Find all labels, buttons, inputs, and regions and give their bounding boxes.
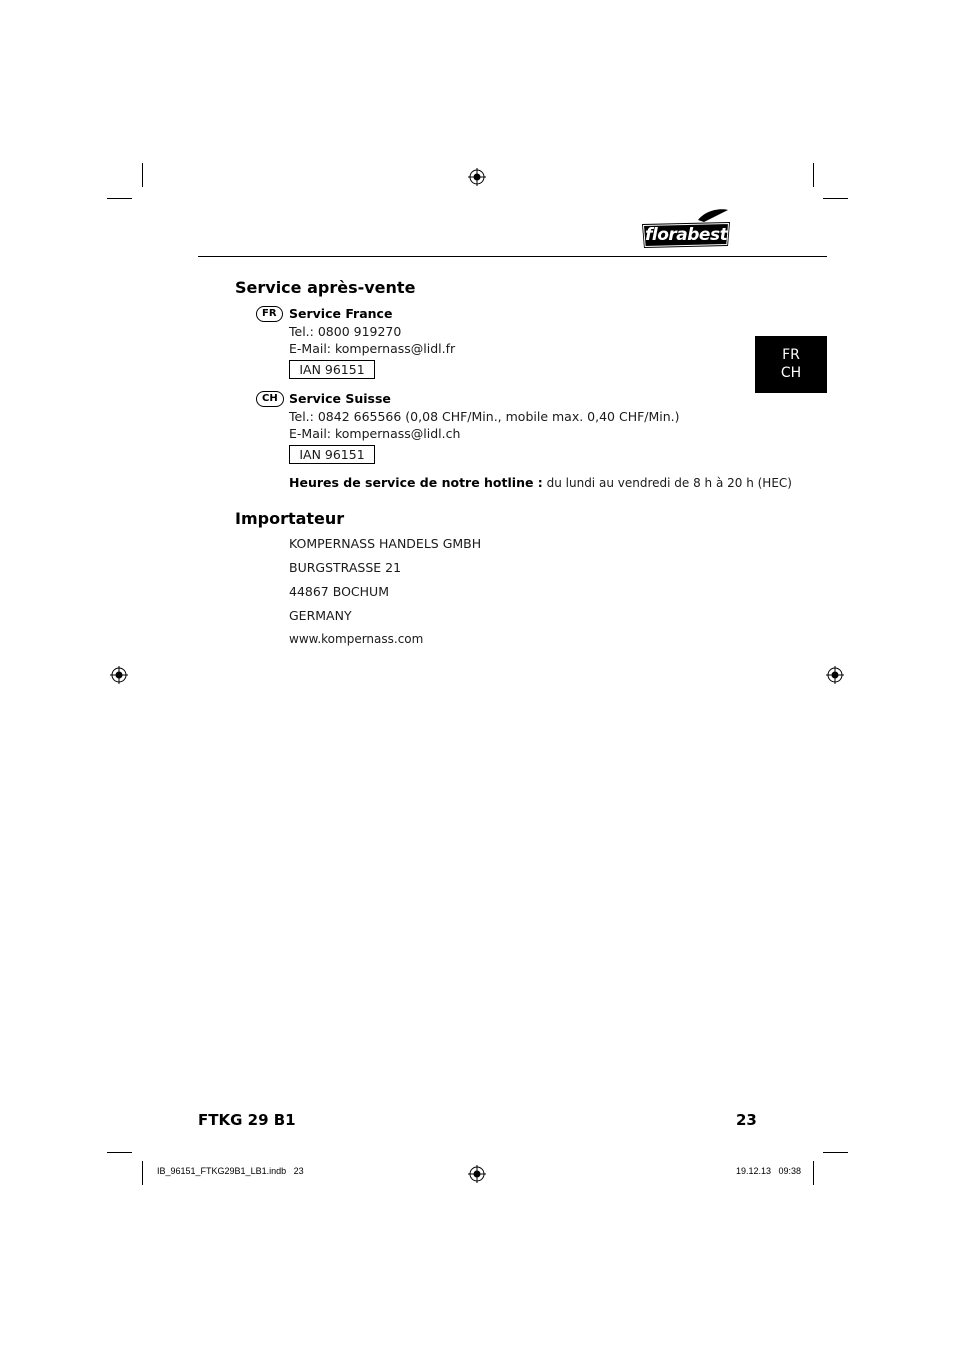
crop-mark xyxy=(823,198,848,199)
crop-mark xyxy=(142,163,143,187)
importer-line: GERMANY xyxy=(289,608,352,623)
service-france-tel: Tel.: 0800 919270 xyxy=(289,324,402,339)
registration-mark-icon xyxy=(110,666,128,684)
hotline-value: du lundi au vendredi de 8 h à 20 h (HEC) xyxy=(542,476,792,490)
slug-timestamp: 19.12.13 09:38 xyxy=(736,1166,802,1176)
service-france-email: E-Mail: kompernass@lidl.fr xyxy=(289,341,456,356)
language-tab xyxy=(755,336,827,393)
header-rule xyxy=(198,256,827,257)
logo-wordmark: florabest xyxy=(645,225,728,245)
page-number: 23 xyxy=(736,1111,757,1129)
service-suisse-title: Service Suisse xyxy=(289,391,391,406)
ian-box-ch: IAN 96151 xyxy=(289,445,375,464)
crop-mark xyxy=(107,198,132,199)
service-suisse-tel: Tel.: 0842 665566 (0,08 CHF/Min., mobile max. 0,40 CHF/Min.) xyxy=(289,409,680,424)
ian-box-fr: IAN 96151 xyxy=(289,360,375,379)
importer-line: 44867 BOCHUM xyxy=(289,584,389,599)
service-france-title: Service France xyxy=(289,306,393,321)
hotline-hours xyxy=(289,475,792,490)
crop-mark xyxy=(813,163,814,187)
crop-mark xyxy=(142,1161,143,1185)
country-badge-ch: CH xyxy=(256,391,284,407)
footer-model: FTKG 29 B1 xyxy=(198,1111,296,1129)
registration-mark-icon xyxy=(826,666,844,684)
registration-mark-icon xyxy=(468,168,486,186)
florabest-logo xyxy=(640,208,734,250)
section-heading-importer: Importateur xyxy=(235,509,345,528)
language-tab-fr: FR xyxy=(782,347,800,363)
language-tab-ch: CH xyxy=(780,365,802,381)
section-heading-service: Service après-vente xyxy=(235,278,416,297)
importer-website: www.kompernass.com xyxy=(289,632,424,646)
crop-mark xyxy=(813,1161,814,1185)
importer-line: BURGSTRASSE 21 xyxy=(289,560,402,575)
importer-line: KOMPERNASS HANDELS GMBH xyxy=(289,536,482,551)
hotline-label: Heures de service de notre hotline : xyxy=(289,475,543,490)
country-badge-fr: FR xyxy=(256,306,283,322)
registration-mark-icon xyxy=(468,1165,486,1183)
crop-mark xyxy=(823,1152,848,1153)
crop-mark xyxy=(107,1152,132,1153)
slug-file: IB_96151_FTKG29B1_LB1.indb 23 xyxy=(157,1166,304,1176)
service-suisse-email: E-Mail: kompernass@lidl.ch xyxy=(289,426,461,441)
